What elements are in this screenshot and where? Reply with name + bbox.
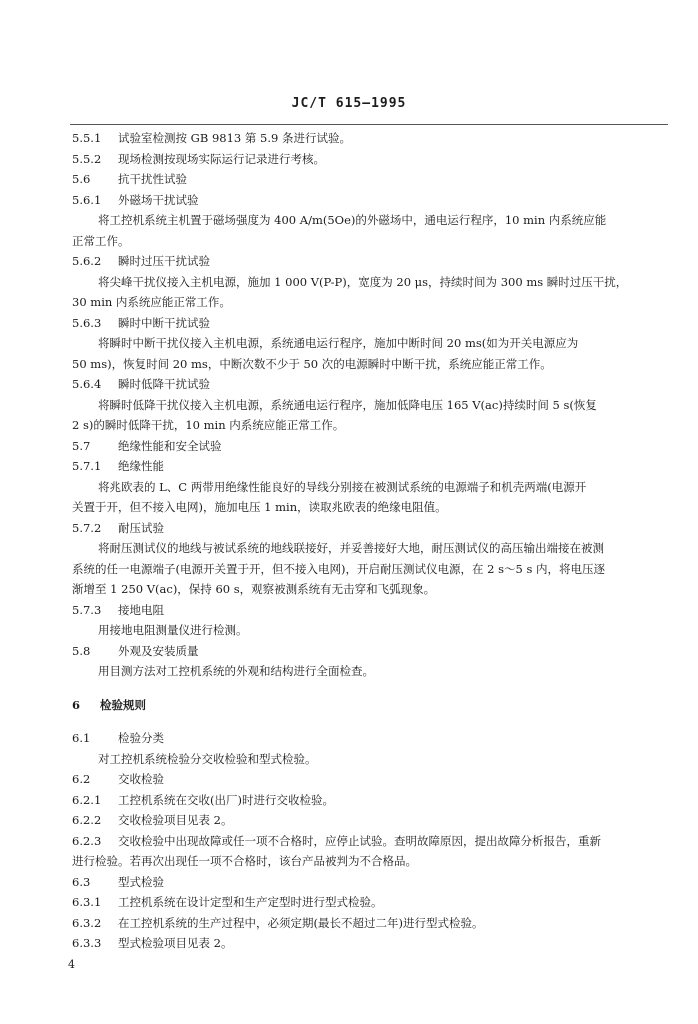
clause-text: 交收检验 <box>118 772 164 786</box>
paragraph-line: 将工控机系统主机置于磁场强度为 400 A/m(5Oe)的外磁场中，通电运行程序，10 min 内系统应能 <box>98 213 607 227</box>
section-number: 6 <box>72 697 81 712</box>
clause-text: 工控机系统在设计定型和生产定型时进行型式检验。 <box>118 895 383 909</box>
paragraph-line: 对工控机系统检验分交收检验和型式检验。 <box>98 751 317 766</box>
clause-text: 工控机系统在交收(出厂)时进行交收检验。 <box>118 792 334 807</box>
paragraph-continuation: 50 ms)，恢复时间 20 ms，中断次数不少于 50 次的电源瞬时中断干扰，系统应能正常工作。 <box>72 356 552 371</box>
clause-number: 5.5.1 <box>72 131 102 145</box>
clause-number: 5.6 <box>72 172 91 186</box>
clause-line <box>72 313 666 334</box>
clause-text: 交收检验项目见表 2。 <box>118 813 233 827</box>
spacer <box>72 715 666 728</box>
clause-text: 外磁场干扰试验 <box>118 192 199 207</box>
clause-text: 接地电阻 <box>118 602 164 617</box>
clause-number: 5.7.3 <box>72 602 102 617</box>
document-body <box>72 128 666 954</box>
clause-number: 5.6.3 <box>72 315 102 330</box>
clause-line <box>72 600 666 621</box>
clause-line <box>72 790 666 811</box>
section-title: 检验规则 <box>100 697 146 712</box>
clause-line <box>72 892 666 913</box>
section-heading <box>72 695 666 716</box>
clause-line <box>72 810 666 831</box>
clause-number: 5.6.2 <box>72 254 102 268</box>
clause-number: 6.3.2 <box>72 915 102 930</box>
paragraph-line: 用接地电阻测量仪进行检测。 <box>98 623 248 637</box>
clause-number: 6.1 <box>72 731 91 745</box>
clause-text: 瞬时低降干扰试验 <box>118 377 210 391</box>
clause-number: 5.6.1 <box>72 192 102 207</box>
clause-text: 型式检验 <box>118 874 164 889</box>
clause-line <box>72 831 666 852</box>
clause-number: 6.2 <box>72 772 91 786</box>
clause-line <box>72 913 666 934</box>
clause-line <box>72 374 666 395</box>
clause-text: 外观及安装质量 <box>118 643 199 658</box>
clause-text: 瞬时过压干扰试验 <box>118 254 210 268</box>
clause-line <box>72 872 666 893</box>
clause-line <box>72 149 666 170</box>
clause-number: 5.6.4 <box>72 377 102 391</box>
paragraph-continuation: 2 s)的瞬时低降干扰，10 min 内系统应能正常工作。 <box>72 418 345 432</box>
spacer <box>72 682 666 695</box>
paragraph-continuation: 渐增至 1 250 V(ac)，保持 60 s，观察被测系统有无击穿和飞弧现象。 <box>72 582 436 596</box>
clause-text: 检验分类 <box>118 731 164 745</box>
clause-line <box>72 641 666 662</box>
clause-number: 5.7.2 <box>72 520 102 535</box>
clause-number: 6.2.2 <box>72 813 102 827</box>
clause-text: 试验室检测按 GB 9813 第 5.9 条进行试验。 <box>118 131 351 145</box>
clause-line <box>72 456 666 477</box>
clause-line <box>72 436 666 457</box>
document-header: JC/T 615—1995 <box>291 96 407 111</box>
clause-number: 6.2.3 <box>72 833 102 848</box>
clause-text: 交收检验中出现故障或任一项不合格时，应停止试验。查明故障原因，提出故障分析报告，重新 <box>118 833 601 848</box>
clause-line <box>72 128 666 149</box>
clause-line <box>72 169 666 190</box>
clause-text: 绝缘性能和安全试验 <box>118 438 222 453</box>
clause-text: 在工控机系统的生产过程中，必须定期(最长不超过二年)进行型式检验。 <box>118 915 484 930</box>
paragraph-line: 用目测方法对工控机系统的外观和结构进行全面检查。 <box>98 664 374 678</box>
clause-number: 5.8 <box>72 643 91 658</box>
clause-number: 6.3.3 <box>72 936 102 950</box>
clause-line <box>72 728 666 749</box>
clause-text: 绝缘性能 <box>118 459 164 473</box>
clause-text: 型式检验项目见表 2。 <box>118 936 233 950</box>
paragraph-continuation: 正常工作。 <box>72 233 130 248</box>
paragraph-line: 将瞬时低降干扰仪接入主机电源，系统通电运行程序，施加低降电压 165 V(ac)持续时间 5 s(恢复 <box>98 397 597 412</box>
clause-line <box>72 251 666 272</box>
paragraph-line: 将兆欧表的 L、C 两带用绝缘性能良好的导线分别接在被测试系统的电源端子和机壳两端(电源开 <box>98 479 587 494</box>
clause-line <box>72 933 666 954</box>
paragraph-line: 将瞬时中断干扰仪接入主机电源，系统通电运行程序，施加中断时间 20 ms(如为开关电源应为 <box>98 336 579 350</box>
clause-line <box>72 769 666 790</box>
paragraph-continuation: 关置于开，但不接入电网)，施加电压 1 min，读取兆欧表的绝缘电阻值。 <box>72 500 447 514</box>
clause-text: 瞬时中断干扰试验 <box>118 315 210 330</box>
clause-number: 6.2.1 <box>72 792 102 807</box>
clause-text: 抗干扰性试验 <box>118 172 187 186</box>
page-number: 4 <box>68 958 75 971</box>
clause-text: 现场检测按现场实际运行记录进行考核。 <box>118 151 325 166</box>
paragraph-continuation: 进行检验。若再次出现任一项不合格时，该台产品被判为不合格品。 <box>72 854 417 868</box>
clause-line <box>72 518 666 539</box>
paragraph-continuation: 30 min 内系统应能正常工作。 <box>72 295 231 309</box>
paragraph-line: 将耐压测试仪的地线与被试系统的地线联接好，并妥善接好大地，耐压测试仪的高压输出端接在被测 <box>98 541 604 555</box>
paragraph-line: 将尖峰干扰仪接入主机电源，施加 1 000 V(P-P)，宽度为 20 μs，持续时间为 300 ms 瞬时过压干扰， <box>98 274 628 289</box>
clause-number: 6.3.1 <box>72 895 102 909</box>
clause-number: 6.3 <box>72 874 91 889</box>
header-rule <box>70 124 668 125</box>
clause-number: 5.7.1 <box>72 459 102 473</box>
clause-number: 5.5.2 <box>72 151 102 166</box>
clause-text: 耐压试验 <box>118 520 164 535</box>
clause-number: 5.7 <box>72 438 91 453</box>
paragraph-continuation: 系统的任一电源端子(电源开关置于开，但不接入电网)，开启耐压测试仪电源，在 2 s～5 s 内，将电压逐 <box>72 561 606 576</box>
clause-line <box>72 190 666 211</box>
